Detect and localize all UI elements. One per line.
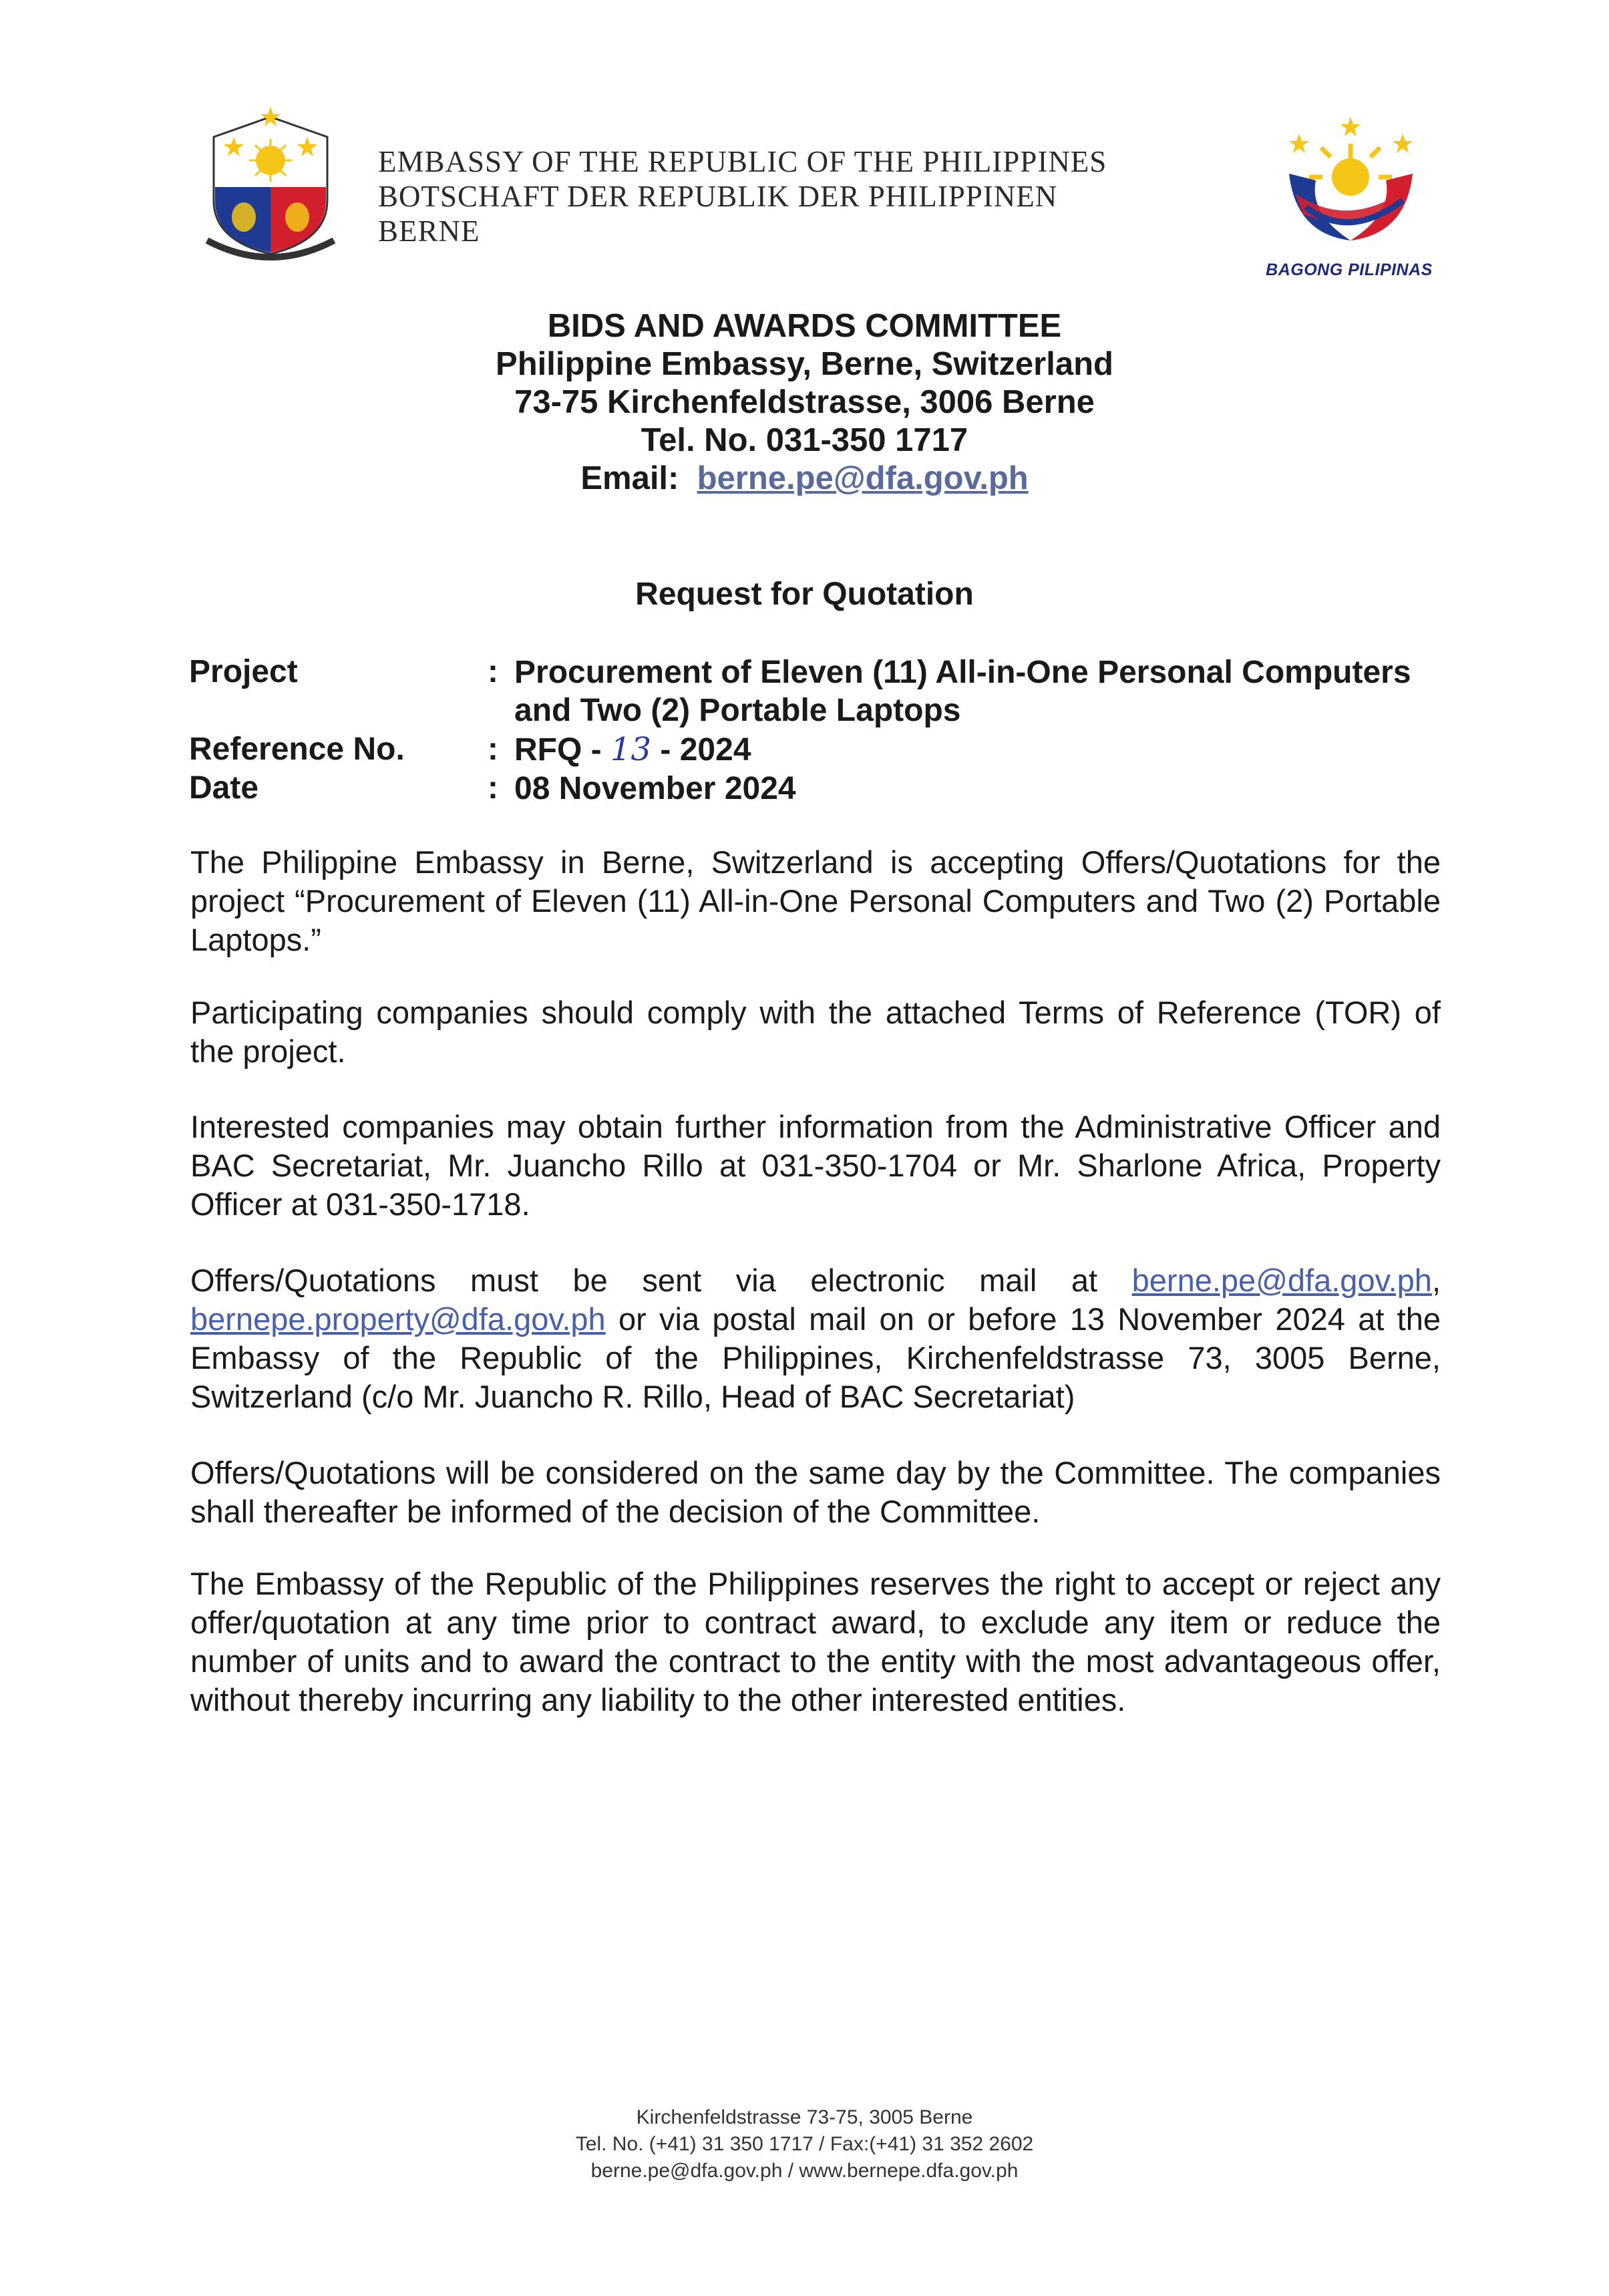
- paragraph-contact: Interested companies may obtain further information from the Administrative Officer and BAC Secretariat, Mr. Juancho Rillo at 031-350-1704 or Mr. Sharlone Africa, Property Officer at 031-350-1718.: [190, 1109, 1441, 1222]
- footer-web: berne.pe@dfa.gov.ph / www.bernepe.dfa.gov.ph: [590, 2160, 1019, 2182]
- paragraph-intro: The Philippine Embassy in Berne, Switzerland is accepting Offers/Quotations for the project “Procurement of Eleven (11) All-in-One Personal Computers and Two (2) Portable Laptops.”: [190, 844, 1441, 957]
- brand-text: BAGONG PILIPINAS: [1266, 261, 1433, 279]
- submission-text-a: Offers/Quotations must be sent via electronic mail at: [190, 1263, 1098, 1298]
- email-label: Email:: [580, 460, 679, 496]
- page-title: Request for Quotation: [635, 577, 974, 612]
- project-value: [514, 653, 1411, 729]
- project-value-line-2: and Two (2) Portable Laptops: [514, 693, 961, 728]
- reference-label: Reference No.: [189, 731, 405, 767]
- submission-text-b: or via postal mail on or before 13 November 2024 at the Embassy of the Republic of the Philippines, Kirchenfeldstrasse 73, 3005 Berne, Switzerland (c/o Mr. Juancho R. Rillo, Head of BAC Secretariat): [190, 1301, 1441, 1414]
- project-label: Project: [189, 654, 298, 689]
- paragraph-submission: [190, 1261, 1441, 1416]
- footer-address: Kirchenfeldstrasse 73-75, 3005 Berne: [636, 2106, 973, 2128]
- committee-email-link[interactable]: berne.pe@dfa.gov.ph: [697, 460, 1029, 496]
- embassy-name: [378, 144, 1107, 249]
- reference-number-handwritten: 13: [610, 731, 652, 768]
- bagong-pilipinas-logo-icon: [1269, 114, 1433, 247]
- paragraph-reservation: The Embassy of the Republic of the Philippines reserves the right to accept or reject any offer/quotation at any time prior to contract award, to exclude any item or reduce the number of units and to award the contract to the entity with the most advantageous offer, without thereby incurring any liability to the other interested entities.: [190, 1566, 1441, 1717]
- committee-tel: Tel. No. 031-350 1717: [641, 422, 968, 458]
- committee-line-1: Philippine Embassy, Berne, Switzerland: [496, 346, 1113, 382]
- submission-email-link-2[interactable]: bernepe.property@dfa.gov.ph: [190, 1301, 606, 1337]
- footer-phone: Tel. No. (+41) 31 350 1717 / Fax:(+41) 31 352 2602: [575, 2133, 1034, 2155]
- reference-suffix: - 2024: [660, 732, 751, 768]
- paragraph-tor: Participating companies should comply with the attached Terms of Reference (TOR) of the project.: [190, 995, 1441, 1069]
- committee-email-row: [0, 460, 1609, 498]
- reference-colon: :: [488, 731, 498, 767]
- embassy-name-english: EMBASSY OF THE REPUBLIC OF THE PHILIPPINES: [378, 145, 1107, 178]
- paragraph-evaluation: Offers/Quotations will be considered on the same day by the Committee. The companies shall thereafter be informed of the decision of the Committee.: [190, 1455, 1441, 1529]
- reference-prefix: RFQ -: [514, 732, 602, 768]
- committee-line-2: 73-75 Kirchenfeldstrasse, 3006 Berne: [514, 384, 1095, 420]
- philippine-seal-icon: [200, 107, 341, 267]
- committee-title: BIDS AND AWARDS COMMITTEE: [547, 308, 1062, 344]
- committee-header: [0, 307, 1609, 498]
- submission-comma: ,: [1431, 1263, 1441, 1298]
- date-value: 08 November 2024: [514, 771, 796, 806]
- embassy-name-german: BOTSCHAFT DER REPUBLIK DER PHILIPPINEN: [378, 180, 1058, 213]
- project-colon: :: [488, 654, 498, 689]
- date-label: Date: [189, 770, 259, 806]
- project-value-line-1: Procurement of Eleven (11) All-in-One Personal Computers: [514, 655, 1411, 690]
- footer: [0, 2104, 1609, 2184]
- date-colon: :: [488, 770, 498, 806]
- embassy-city: BERNE: [378, 214, 480, 248]
- submission-email-link-1[interactable]: berne.pe@dfa.gov.ph: [1131, 1263, 1432, 1298]
- reference-value: [514, 731, 751, 769]
